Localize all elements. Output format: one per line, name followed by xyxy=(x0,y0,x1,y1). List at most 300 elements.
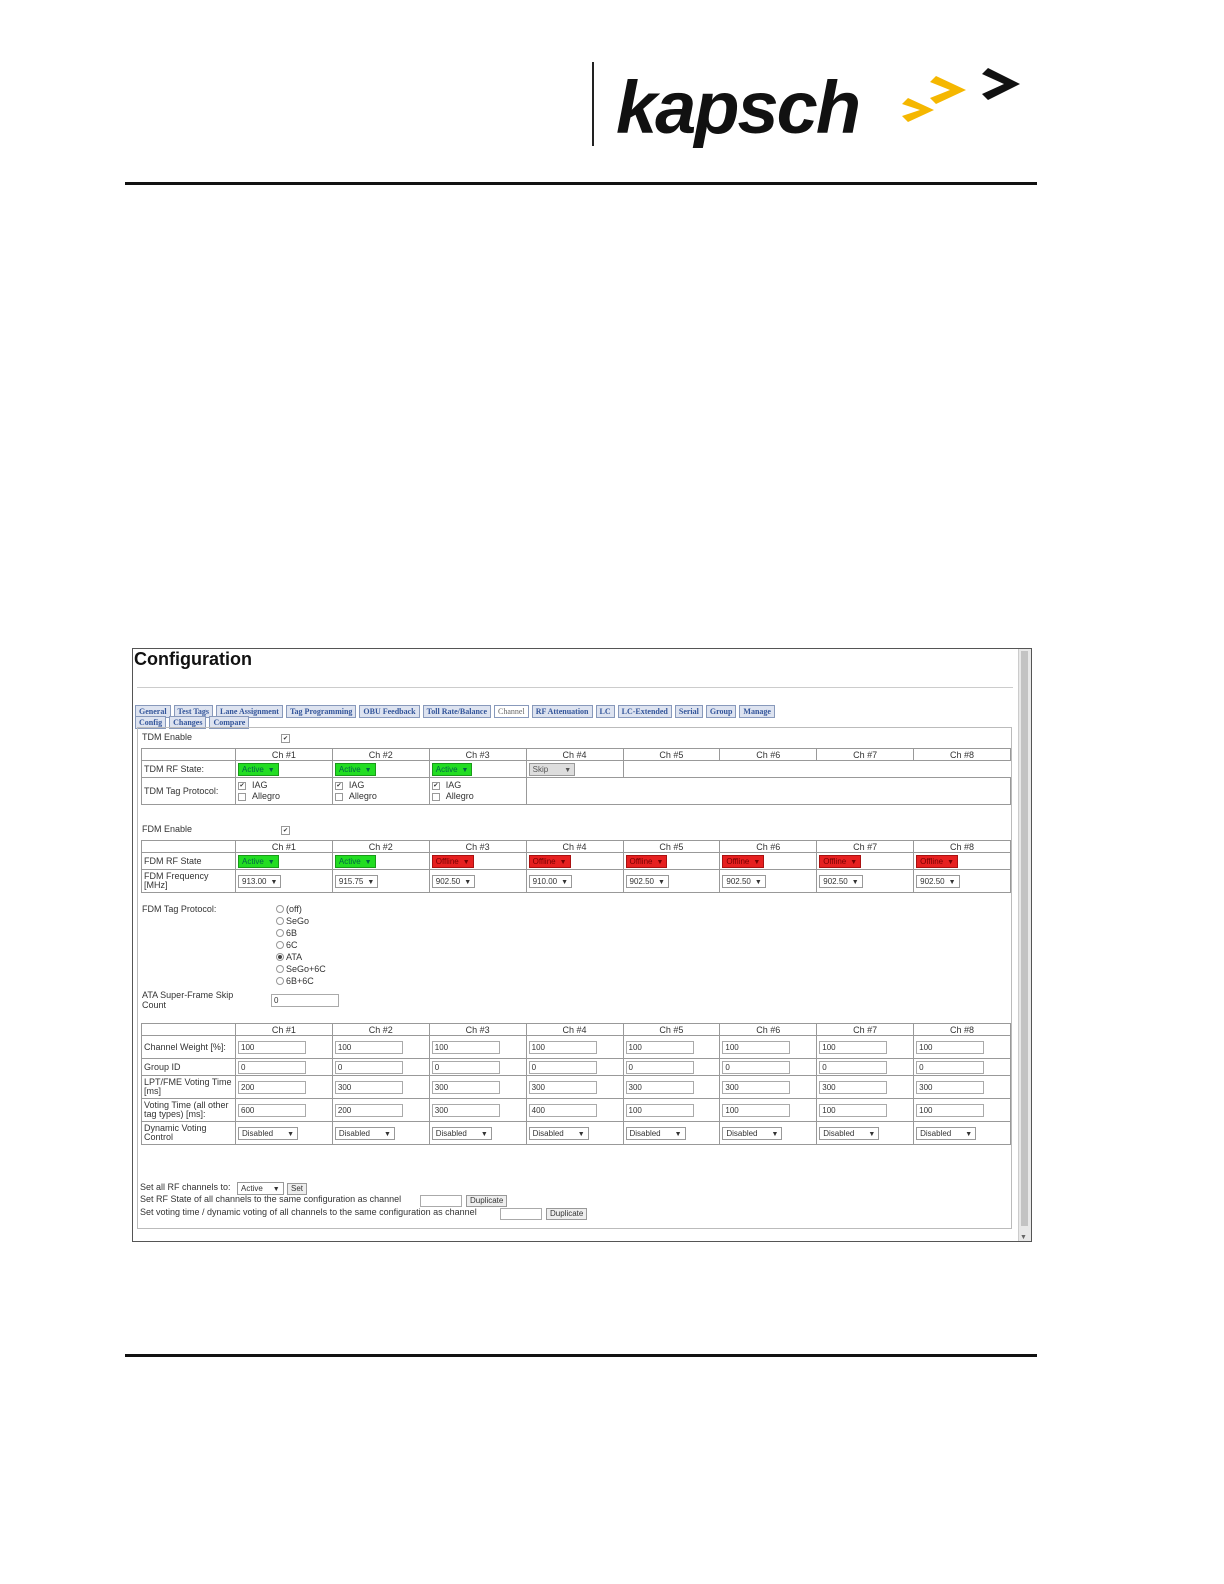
rf-state-copy-label: Set RF State of all channels to the same configuration as channel xyxy=(140,1194,402,1204)
tdm-protocol-cell xyxy=(236,778,333,805)
select-value: Offline xyxy=(726,856,750,866)
fdm-frequency-cell xyxy=(332,870,429,893)
fdm-frequency-select[interactable] xyxy=(819,875,862,888)
voting-time-input[interactable]: 400 xyxy=(529,1104,597,1117)
select-value: Skip xyxy=(532,764,549,774)
skip-count-label: ATA Super-Frame Skip Count xyxy=(142,990,234,1010)
fdm-frequency-cell xyxy=(526,870,623,893)
select-value: Active xyxy=(435,764,458,774)
select-value: 902.50 xyxy=(823,876,848,886)
select-value: Offline xyxy=(823,856,847,866)
fdm-frequency-cell xyxy=(236,870,333,893)
voting-duplicate-button[interactable]: Duplicate xyxy=(546,1208,587,1220)
chevron-down-icon: ▼ xyxy=(771,1130,779,1138)
fdm-header-ch1: Ch #1 xyxy=(236,841,333,853)
voting-header-ch7: Ch #7 xyxy=(817,1024,914,1036)
tdm-rf-state-select[interactable] xyxy=(335,763,376,776)
tab-toll-rate-balance[interactable]: Toll Rate/Balance xyxy=(423,705,491,718)
checkbox-checked-icon: ✔ xyxy=(336,782,342,789)
chevron-down-icon: ▼ xyxy=(754,878,762,886)
protocol-label: IAG xyxy=(252,780,268,790)
chevron-down-icon: ▼ xyxy=(657,878,665,886)
fdm-rf-state-label: FDM RF State xyxy=(142,853,236,870)
fdm-rf-state-cell xyxy=(526,853,623,870)
title-divider xyxy=(137,687,1013,688)
voting-header-ch1: Ch #1 xyxy=(236,1024,333,1036)
skip-count-input[interactable]: 0 xyxy=(271,994,339,1007)
fdm-header-ch7: Ch #7 xyxy=(817,841,914,853)
select-value: 902.50 xyxy=(920,876,945,886)
select-value: 902.50 xyxy=(435,876,461,886)
chevron-down-icon: ▼ xyxy=(947,858,955,866)
fdm-rf-state-select[interactable] xyxy=(916,855,958,868)
tdm-rf-state-cell xyxy=(526,761,623,778)
channel-weight-row xyxy=(142,1036,1011,1059)
fdm-rf-state-row xyxy=(142,853,1011,870)
tab-rf-attenuation[interactable]: RF Attenuation xyxy=(532,705,593,718)
fdm-header-ch3: Ch #3 xyxy=(429,841,526,853)
chevron-down-icon: ▼ xyxy=(267,858,275,866)
kapsch-logo xyxy=(616,58,1026,148)
select-value: Active xyxy=(338,764,361,774)
scrollbar-thumb[interactable] xyxy=(1021,651,1028,1226)
lpt-voting-input[interactable]: 300 xyxy=(722,1081,790,1094)
fdm-frequency-select[interactable] xyxy=(722,875,765,888)
protocol-option[interactable] xyxy=(432,791,524,802)
voting-time-cell xyxy=(720,1099,817,1122)
tdm-protocol-cell xyxy=(429,778,526,805)
chevron-down-icon: ▼ xyxy=(270,878,278,886)
voting-time-row xyxy=(142,1099,1011,1122)
protocol-radio-6c[interactable] xyxy=(276,941,284,949)
weight-input[interactable]: 100 xyxy=(819,1041,887,1054)
select-value: 902.50 xyxy=(629,876,654,886)
set-all-label: Set all RF channels to: xyxy=(140,1182,231,1192)
dynamic-voting-select[interactable] xyxy=(626,1127,686,1140)
empty-cell xyxy=(623,761,720,778)
weight-input[interactable]: 100 xyxy=(722,1041,790,1054)
select-value: 913.00 xyxy=(242,876,267,886)
protocol-option[interactable] xyxy=(432,780,524,791)
select-value: Offline xyxy=(435,856,459,866)
chevron-down-icon: ▼ xyxy=(851,878,859,886)
scroll-down-icon[interactable]: ▼ xyxy=(1020,1234,1027,1241)
fdm-rf-state-select[interactable] xyxy=(626,855,668,868)
protocol-radio-label: 6B+6C xyxy=(286,976,314,986)
voting-time-input[interactable]: 100 xyxy=(819,1104,887,1117)
tdm-rf-state-label: TDM RF State: xyxy=(142,761,236,778)
fdm-frequency-select[interactable] xyxy=(238,875,281,888)
protocol-radio-ata[interactable] xyxy=(276,953,284,961)
lpt-voting-cell xyxy=(914,1076,1011,1099)
protocol-radio-label: 6B xyxy=(286,928,298,938)
voting-copy-label: Set voting time / dynamic voting of all channels to the same configuration as channel xyxy=(140,1207,477,1217)
group-id-input[interactable]: 0 xyxy=(722,1061,790,1074)
fdm-header-ch4: Ch #4 xyxy=(526,841,623,853)
tdm-header-ch8: Ch #8 xyxy=(914,749,1011,761)
empty-cell xyxy=(914,761,1011,778)
header-rule xyxy=(125,182,1037,185)
group-id-input[interactable]: 0 xyxy=(916,1061,984,1074)
tdm-protocol-cell xyxy=(332,778,429,805)
weight-cell xyxy=(236,1036,333,1059)
group-id-label: Group ID xyxy=(142,1059,236,1076)
dynamic-voting-select[interactable] xyxy=(819,1127,879,1140)
fdm-rf-state-cell xyxy=(623,853,720,870)
tab-lane-assignment[interactable]: Lane Assignment xyxy=(216,705,283,718)
protocol-label: IAG xyxy=(445,780,462,790)
rf-state-channel-input[interactable] xyxy=(420,1195,462,1207)
tdm-rf-state-cell xyxy=(332,761,429,778)
chevron-down-icon: ▼ xyxy=(564,766,572,774)
chevron-down-icon: ▼ xyxy=(850,858,858,866)
select-value: Disabled xyxy=(920,1128,952,1138)
select-value: Offline xyxy=(532,856,556,866)
select-value: Offline xyxy=(920,856,944,866)
weight-input[interactable]: 100 xyxy=(916,1041,984,1054)
fdm-header-blank xyxy=(142,841,236,853)
protocol-label: Allegro xyxy=(348,791,377,801)
tdm-rf-state-row xyxy=(142,761,1011,778)
fdm-frequency-cell xyxy=(817,870,914,893)
set-button[interactable]: Set xyxy=(287,1183,307,1195)
tab-bar xyxy=(135,705,915,727)
dynamic-voting-cell xyxy=(720,1122,817,1145)
logo-text: kapsch xyxy=(616,66,860,148)
dynamic-voting-select[interactable] xyxy=(238,1127,298,1140)
dynamic-voting-cell xyxy=(332,1122,429,1145)
footer-rule xyxy=(125,1354,1037,1357)
select-value: Disabled xyxy=(242,1128,274,1138)
voting-header-ch5: Ch #5 xyxy=(623,1024,720,1036)
fdm-header-row xyxy=(142,841,1011,853)
fdm-frequency-select[interactable] xyxy=(335,875,378,888)
select-value: 910.00 xyxy=(532,876,558,886)
lpt-voting-input[interactable]: 300 xyxy=(916,1081,984,1094)
tab-row-1 xyxy=(135,705,915,716)
lpt-voting-row xyxy=(142,1076,1011,1099)
lpt-voting-cell xyxy=(332,1076,429,1099)
group-id-input[interactable]: 0 xyxy=(626,1061,694,1074)
dynamic-voting-cell xyxy=(623,1122,720,1145)
weight-input[interactable]: 100 xyxy=(238,1041,306,1054)
tab-lc[interactable]: LC xyxy=(596,705,615,718)
fdm-rf-state-select[interactable] xyxy=(529,855,571,868)
weight-input[interactable]: 100 xyxy=(335,1041,403,1054)
fdm-frequency-cell xyxy=(623,870,720,893)
chevron-down-icon: ▼ xyxy=(287,1130,295,1138)
tdm-header-ch7: Ch #7 xyxy=(817,749,914,761)
fdm-rf-state-cell xyxy=(332,853,429,870)
protocol-radio-off[interactable] xyxy=(276,905,284,913)
dynamic-voting-cell xyxy=(817,1122,914,1145)
protocol-option[interactable] xyxy=(238,791,330,802)
config-window xyxy=(132,648,1032,1242)
fdm-header-ch8: Ch #8 xyxy=(914,841,1011,853)
tdm-header-blank xyxy=(142,749,236,761)
chevron-down-icon: ▼ xyxy=(559,858,567,866)
checkbox-checked-icon: ✔ xyxy=(433,782,439,789)
rf-state-duplicate-button[interactable]: Duplicate xyxy=(466,1195,507,1207)
tdm-rf-state-select[interactable] xyxy=(529,763,576,776)
tab-config[interactable]: Config xyxy=(135,716,166,729)
fdm-header-ch6: Ch #6 xyxy=(720,841,817,853)
tdm-tag-protocol-label: TDM Tag Protocol: xyxy=(142,778,236,805)
weight-input[interactable]: 100 xyxy=(626,1041,694,1054)
protocol-radio-label: (off) xyxy=(286,904,302,914)
weight-cell xyxy=(720,1036,817,1059)
tab-obu-feedback[interactable]: OBU Feedback xyxy=(359,705,419,718)
tab-changes[interactable]: Changes xyxy=(169,716,206,729)
dynamic-voting-select[interactable] xyxy=(529,1127,589,1140)
group-id-input[interactable]: 0 xyxy=(819,1061,887,1074)
lpt-voting-input[interactable]: 300 xyxy=(529,1081,597,1094)
fdm-frequency-select[interactable] xyxy=(529,875,572,888)
tdm-rf-state-cell xyxy=(429,761,526,778)
protocol-radio-label: 6C xyxy=(286,940,298,950)
empty-cell xyxy=(720,761,817,778)
fdm-enable-label: FDM Enable xyxy=(142,824,193,834)
protocol-option[interactable] xyxy=(238,780,330,791)
tdm-enable-label: TDM Enable xyxy=(142,732,193,742)
fdm-frequency-select[interactable] xyxy=(626,875,669,888)
fdm-rf-state-select[interactable] xyxy=(432,855,474,868)
dynamic-voting-row xyxy=(142,1122,1011,1145)
weight-cell xyxy=(817,1036,914,1059)
group-id-cell xyxy=(914,1059,1011,1076)
chevron-down-icon: ▼ xyxy=(464,878,472,886)
tab-manage[interactable]: Manage xyxy=(739,705,775,718)
chevron-down-icon: ▼ xyxy=(364,858,372,866)
voting-header-ch3: Ch #3 xyxy=(429,1024,526,1036)
tdm-rf-state-select[interactable] xyxy=(238,763,279,776)
group-id-cell xyxy=(429,1059,526,1076)
lpt-voting-label: LPT/FME Voting Time [ms] xyxy=(142,1076,236,1099)
tdm-table xyxy=(141,748,1011,805)
window-title: Configuration xyxy=(134,649,252,669)
select-value: 902.50 xyxy=(726,876,751,886)
tdm-header-row xyxy=(142,749,1011,761)
weight-cell xyxy=(429,1036,526,1059)
dynamic-voting-select[interactable] xyxy=(432,1127,492,1140)
tdm-header-ch1: Ch #1 xyxy=(236,749,333,761)
voting-time-input[interactable]: 100 xyxy=(916,1104,984,1117)
chevron-down-icon: ▼ xyxy=(868,1130,876,1138)
voting-header-ch4: Ch #4 xyxy=(526,1024,623,1036)
group-id-input[interactable]: 0 xyxy=(432,1061,500,1074)
tab-tag-programming[interactable]: Tag Programming xyxy=(286,705,356,718)
channel-panel xyxy=(137,727,1012,1229)
tdm-rf-state-cell xyxy=(236,761,333,778)
voting-header-blank xyxy=(142,1024,236,1036)
voting-time-input[interactable]: 600 xyxy=(238,1104,306,1117)
chevron-down-icon: ▼ xyxy=(462,858,470,866)
group-id-cell xyxy=(817,1059,914,1076)
protocol-radio-label: ATA xyxy=(286,952,303,962)
select-value: Disabled xyxy=(532,1128,564,1138)
chevron-down-icon: ▼ xyxy=(753,858,761,866)
fdm-table xyxy=(141,840,1011,893)
logo-divider xyxy=(592,62,594,146)
select-value: 915.75 xyxy=(338,876,364,886)
protocol-label: IAG xyxy=(348,780,365,790)
tdm-rf-state-select[interactable] xyxy=(432,763,473,776)
fdm-frequency-label: FDM Frequency [MHz] xyxy=(142,870,236,893)
lpt-voting-input[interactable]: 300 xyxy=(819,1081,887,1094)
tab-lc-extended[interactable]: LC-Extended xyxy=(618,705,672,718)
fdm-frequency-cell xyxy=(720,870,817,893)
tab-channel[interactable]: Channel xyxy=(494,705,529,718)
select-value: Disabled xyxy=(726,1128,758,1138)
group-id-cell xyxy=(623,1059,720,1076)
lpt-voting-cell xyxy=(236,1076,333,1099)
voting-time-label: Voting Time (all other tag types) [ms]: xyxy=(142,1099,236,1122)
chevron-down-icon: ▼ xyxy=(267,766,275,774)
tdm-enable-checkbox[interactable] xyxy=(281,734,290,743)
fdm-tag-protocol-label: FDM Tag Protocol: xyxy=(142,904,217,914)
fdm-enable-checkbox[interactable] xyxy=(281,826,290,835)
tab-general[interactable]: General xyxy=(135,705,171,718)
checkbox-icon xyxy=(238,793,246,801)
weight-input[interactable]: 100 xyxy=(432,1041,500,1054)
empty-cell xyxy=(720,778,817,805)
group-id-cell xyxy=(236,1059,333,1076)
voting-time-cell xyxy=(429,1099,526,1122)
fdm-rf-state-cell xyxy=(914,853,1011,870)
fdm-rf-state-select[interactable] xyxy=(722,855,764,868)
select-value: Disabled xyxy=(435,1128,467,1138)
protocol-label: Allegro xyxy=(252,791,281,801)
protocol-option[interactable] xyxy=(335,791,427,802)
dynamic-voting-select[interactable] xyxy=(916,1127,976,1140)
voting-time-cell xyxy=(914,1099,1011,1122)
fdm-frequency-cell xyxy=(429,870,526,893)
tab-compare[interactable]: Compare xyxy=(209,716,249,729)
protocol-radio-6b[interactable] xyxy=(276,929,284,937)
fdm-frequency-cell xyxy=(914,870,1011,893)
group-id-input[interactable]: 0 xyxy=(335,1061,403,1074)
fdm-frequency-select[interactable] xyxy=(916,875,959,888)
dynamic-voting-label: Dynamic Voting Control xyxy=(142,1122,236,1145)
lpt-voting-cell xyxy=(623,1076,720,1099)
tdm-header-ch3: Ch #3 xyxy=(429,749,526,761)
fdm-rf-state-cell xyxy=(720,853,817,870)
lpt-voting-input[interactable]: 300 xyxy=(335,1081,403,1094)
lpt-voting-cell xyxy=(526,1076,623,1099)
chevron-down-icon: ▼ xyxy=(656,858,664,866)
voting-time-cell xyxy=(526,1099,623,1122)
tab-test-tags[interactable]: Test Tags xyxy=(174,705,214,718)
tab-group[interactable]: Group xyxy=(706,705,737,718)
voting-header-ch2: Ch #2 xyxy=(332,1024,429,1036)
voting-time-input[interactable]: 100 xyxy=(626,1104,694,1117)
protocol-radio-6b-6c[interactable] xyxy=(276,977,284,985)
dynamic-voting-cell xyxy=(526,1122,623,1145)
voting-time-cell xyxy=(817,1099,914,1122)
checkbox-icon xyxy=(335,793,343,801)
tdm-header-ch5: Ch #5 xyxy=(623,749,720,761)
lpt-voting-input[interactable]: 300 xyxy=(626,1081,694,1094)
weight-cell xyxy=(332,1036,429,1059)
weight-cell xyxy=(623,1036,720,1059)
fdm-rf-state-cell xyxy=(817,853,914,870)
chevron-down-icon: ▼ xyxy=(367,878,375,886)
empty-cell xyxy=(623,778,720,805)
logo-chevrons-icon xyxy=(902,68,1020,122)
group-id-cell xyxy=(526,1059,623,1076)
chevron-down-icon: ▼ xyxy=(674,1130,682,1138)
voting-header-ch8: Ch #8 xyxy=(914,1024,1011,1036)
voting-time-cell xyxy=(236,1099,333,1122)
select-value: Active xyxy=(242,764,264,774)
weight-cell xyxy=(526,1036,623,1059)
fdm-rf-state-select[interactable] xyxy=(819,855,861,868)
protocol-radio-label: SeGo xyxy=(286,916,310,926)
voting-header-row xyxy=(142,1024,1011,1036)
group-id-input[interactable]: 0 xyxy=(529,1061,597,1074)
fdm-rf-state-cell xyxy=(236,853,333,870)
group-id-cell xyxy=(720,1059,817,1076)
group-id-cell xyxy=(332,1059,429,1076)
fdm-rf-state-cell xyxy=(429,853,526,870)
lpt-voting-input[interactable]: 300 xyxy=(432,1081,500,1094)
select-value: Active xyxy=(241,1184,263,1193)
voting-table xyxy=(141,1023,1011,1145)
fdm-frequency-row xyxy=(142,870,1011,893)
lpt-voting-input[interactable]: 200 xyxy=(238,1081,306,1094)
empty-cell xyxy=(526,778,623,805)
dynamic-voting-select[interactable] xyxy=(722,1127,782,1140)
voting-time-input[interactable]: 100 xyxy=(722,1104,790,1117)
empty-cell xyxy=(914,778,1011,805)
voting-channel-input[interactable] xyxy=(500,1208,542,1220)
chevron-down-icon: ▼ xyxy=(461,766,469,774)
voting-time-input[interactable]: 200 xyxy=(335,1104,403,1117)
protocol-label: Allegro xyxy=(445,791,474,801)
dynamic-voting-select[interactable] xyxy=(335,1127,395,1140)
tab-serial[interactable]: Serial xyxy=(675,705,703,718)
chevron-down-icon: ▼ xyxy=(577,1130,585,1138)
chevron-down-icon: ▼ xyxy=(272,1186,280,1193)
chevron-down-icon: ▼ xyxy=(948,878,956,886)
fdm-header-ch5: Ch #5 xyxy=(623,841,720,853)
group-id-input[interactable]: 0 xyxy=(238,1061,306,1074)
protocol-option[interactable] xyxy=(335,780,427,791)
select-value: Disabled xyxy=(629,1128,661,1138)
weight-input[interactable]: 100 xyxy=(529,1041,597,1054)
tdm-header-ch6: Ch #6 xyxy=(720,749,817,761)
chevron-down-icon: ▼ xyxy=(561,878,569,886)
fdm-rf-state-select[interactable] xyxy=(238,855,279,868)
fdm-rf-state-select[interactable] xyxy=(335,855,376,868)
voting-time-input[interactable]: 300 xyxy=(432,1104,500,1117)
protocol-radio-sego-6c[interactable] xyxy=(276,965,284,973)
lpt-voting-cell xyxy=(720,1076,817,1099)
lpt-voting-cell xyxy=(429,1076,526,1099)
vertical-scrollbar[interactable] xyxy=(1018,649,1031,1241)
tdm-header-ch2: Ch #2 xyxy=(332,749,429,761)
select-value: Active xyxy=(338,856,361,866)
select-value: Active xyxy=(242,856,264,866)
protocol-radio-sego[interactable] xyxy=(276,917,284,925)
dynamic-voting-cell xyxy=(236,1122,333,1145)
select-value: Disabled xyxy=(338,1128,371,1138)
group-id-row xyxy=(142,1059,1011,1076)
chevron-down-icon: ▼ xyxy=(384,1130,391,1138)
fdm-frequency-select[interactable] xyxy=(432,875,475,888)
select-value: Offline xyxy=(629,856,653,866)
fdm-header-ch2: Ch #2 xyxy=(332,841,429,853)
